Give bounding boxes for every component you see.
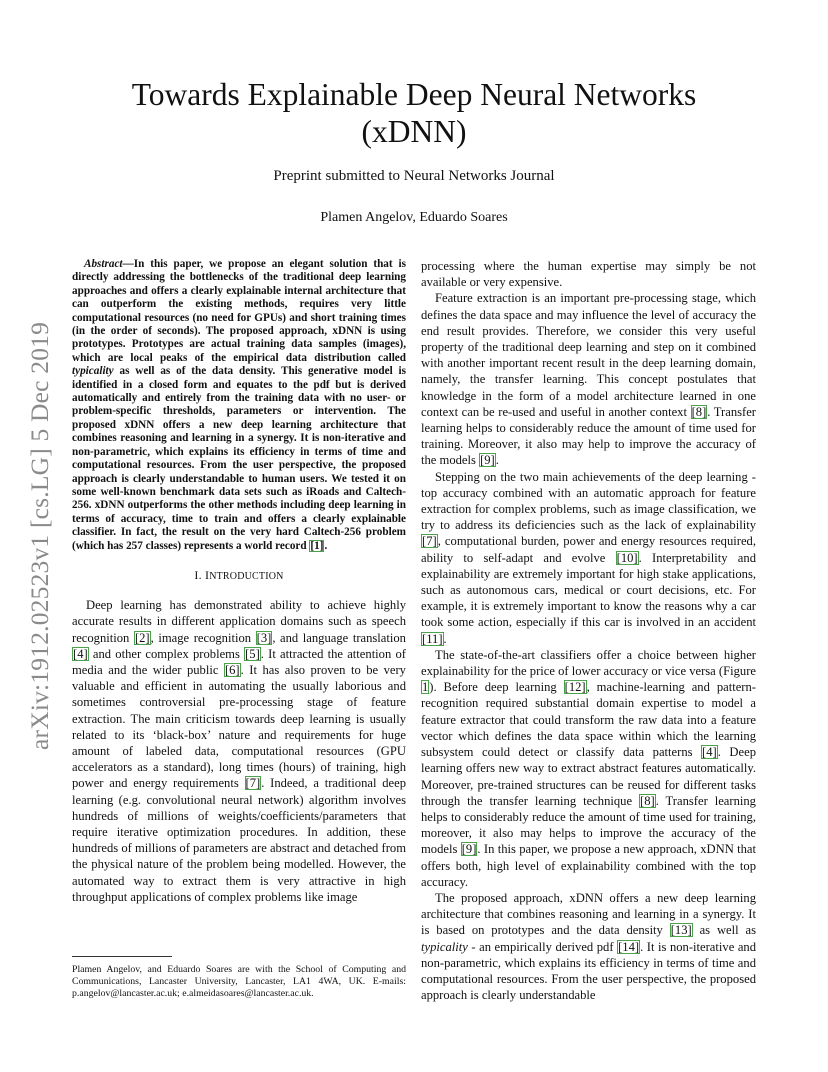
section-rest: NTRODUCTION (209, 570, 284, 582)
intro-text: . It attracted the attention of media and the wider public (72, 646, 406, 677)
section-number: I. (194, 567, 205, 582)
citation-link[interactable]: [4] (73, 646, 88, 661)
abstract-text-1: In this paper, we propose an elegant solution that is directly addressing the bottlenecks of the traditional deep learning approaches and offers a clearly explainable internal architecture that can outperform the existing methods, requires very little computational resources (no need for GPUs) and short training times (in the order of seconds). The proposed approach, xDNN is using prototypes. Prototypes are actual training data samples (images), which are local peaks of the empirical data distribution called (72, 258, 406, 364)
citation-link[interactable]: [9] (461, 842, 477, 857)
body-text: . Transfer learning helps to considerably reduce the amount of time used for training, moreover, it also may helps to improve the accuracy of the models (421, 793, 756, 857)
intro-text: , image recognition (150, 630, 256, 645)
citation-link[interactable]: [9] (480, 453, 495, 468)
paper-title (0, 76, 828, 150)
body-text: . (443, 631, 447, 646)
citation-link[interactable]: [7] (245, 776, 261, 791)
citation-link[interactable]: [6] (224, 662, 240, 677)
body-text: The proposed approach, xDNN offers a new deep learning architecture that combines reasoning and learning in a synergy. It is based on prototypes and the data density (421, 890, 756, 938)
right-paragraph-3 (421, 647, 756, 890)
body-text: , computational burden, power and energy resources required, ability to self-adapt and evolve (421, 534, 756, 565)
body-text: Stepping on the two main achievements of the deep learning - top accuracy combined with an automatic approach for feature extraction for complex problems, such as image classification, we try to address its deficiencies such as the lack of explainability (421, 469, 756, 533)
body-text: as well as (692, 923, 756, 938)
intro-paragraph (72, 597, 406, 905)
italic-term: typicality (421, 939, 468, 954)
arxiv-stamp (8, 270, 54, 750)
citation-link[interactable]: [7] (422, 534, 437, 549)
footnote: Plamen Angelov, and Eduardo Soares are with the School of Computing and Communications, Lancaster University, Lancaster, LA1 4WA, UK. E-mails: p.angelov@lancaster.ac.uk; e.almeidasoares@lancaster.ac.uk. (72, 964, 406, 999)
figure-link[interactable]: 1 (422, 680, 429, 695)
body-text: ). Before deep learning (429, 680, 564, 695)
body-text: . Deep learning offers new way to extract abstract features automatically. Moreover, pre-trained structures can be reused for different tasks through the transfer learning technique (421, 745, 756, 808)
body-text: . Interpretability and explainability are extremely important for high stake applications, such as autonomous cars, medical or court decisions, etc. For example, it is extremely important to know the reasons why a car took some action, especially if this car is involved in an accident (421, 550, 756, 630)
citation-link[interactable]: [14] (618, 939, 640, 954)
section-initial: I (204, 567, 210, 582)
citation-link[interactable]: [1] (310, 539, 324, 552)
body-text: Feature extraction is an important pre-processing stage, which defines the data space and may influence the level of accuracy the end result provides. Therefore, we consider this very useful property of the traditional deep learning and step on it combined with another important recent result in the deep learning domain, namely, the transfer learning. This concept postulates that knowledge in the form of a model architecture learned in one context can be re-used and useful in another context (421, 291, 756, 419)
citation-link[interactable]: [8] (640, 793, 655, 808)
citation-link[interactable]: [2] (134, 630, 150, 645)
body-text: , machine-learning and pattern-recognition required substantial domain expertise to model a feature extractor that could transform the raw data into a feature vector which defines the data space within which the learning subsystem could detect or classify data patterns (421, 680, 756, 760)
citation-link[interactable]: [5] (245, 646, 260, 661)
citation-link[interactable]: [12] (564, 680, 586, 695)
left-column (72, 258, 406, 905)
section-heading-introduction (72, 567, 406, 585)
citation-link[interactable]: [11] (422, 631, 443, 646)
right-paragraph-1 (421, 290, 756, 468)
abstract-italic-word: typicality (72, 365, 114, 378)
abstract-text-2: as well as of the data density. This generative model is identified in a closed form and equates to the pdf but is derived automatically and entirely from the training data with no user- or problem-specific thresholds, parameters or intervention. The proposed xDNN offers a new deep learning architecture that combines reasoning and learning in a synergy. It is non-iterative and non-parametric, which explains its efficiency in terms of time and computational resources. From the user perspective, the proposed approach is clearly understandable to human users. We tested it on some well-known benchmark data sets such as iRoads and Caltech-256. xDNN outperforms the other methods including deep learning in terms of accuracy, time to train and offers a clearly explainable classifier. In fact, the result on the very hard Caltech-256 problem (which has 257 classes) represents a world record (72, 365, 406, 552)
citation-link[interactable]: [3] (256, 630, 272, 645)
intro-text: and other complex problems (88, 646, 245, 661)
citation-link[interactable]: [13] (670, 923, 692, 938)
body-text: . In this paper, we propose a new approach, xDNN that offers both, high level of explainability combined with the top accuracy. (421, 842, 757, 889)
right-column (421, 258, 756, 1003)
title-line-2: (xDNN) (361, 114, 467, 149)
body-text: - an empirically derived pdf (467, 939, 618, 954)
abstract-lead: Abstract (84, 258, 123, 270)
intro-text: . Indeed, a traditional deep learning (e.g. convolutional neural network) algorithm involves hundreds of millions of weights/coefficients/parameters that require iterative optimization procedures. In addition, these hundreds of millions of parameters are abstract and detached from the physical nature of the problem being modelled. However, the automated way to extract them is very attractive in high throughput applications of complex problems like image (72, 776, 406, 904)
body-text: . It is non-iterative and non-parametric, which explains its efficiency in terms of time and computational resources. From the user perspective, the proposed approach is clearly understandable (421, 939, 757, 1003)
intro-text: , and language translation (272, 630, 406, 645)
citation-link[interactable]: [4] (702, 745, 717, 760)
abstract-end: . (324, 539, 328, 552)
body-text: . Transfer learning helps to considerably reduce the amount of time used for training. Moreover, it also may help to improve the accuracy of the models (421, 404, 757, 468)
intro-text: Deep learning has demonstrated ability to achieve highly accurate results in different application domains such as speech recognition (72, 598, 406, 645)
citation-link[interactable]: [10] (616, 550, 638, 565)
intro-text: . It has also proven to be very valuable and efficient in automating the usually laborious and sometimes controversial pre-processing stage of feature extraction. The main criticism towards deep learning is usually related to its ‘black-box’ nature and requirements for huge amount of labeled data, computational resources (GPU accelerators as a standard), long times (hours) of training, high power and energy requirements (72, 662, 406, 791)
arxiv-stamp-text: arXiv:1912.02523v1 [cs.LG] 5 Dec 2019 (25, 321, 54, 750)
right-paragraph-continued: processing where the human expertise may simply be not available or very expensive. (421, 259, 756, 290)
body-text: The state-of-the-art classifiers offer a choice between higher explainability for the price of lower accuracy or vice versa (Figure (421, 647, 756, 679)
footnote-rule (72, 956, 172, 957)
citation-link[interactable]: [8] (691, 404, 707, 419)
subtitle: Preprint submitted to Neural Networks Journal (273, 168, 555, 184)
body-text: . (495, 453, 499, 468)
right-paragraph-2 (421, 469, 756, 647)
right-paragraph-4 (421, 890, 756, 1003)
title-line-1: Towards Explainable Deep Neural Networks (131, 77, 697, 112)
authors: Plamen Angelov, Eduardo Soares (320, 210, 508, 225)
abstract-dash: — (122, 258, 134, 270)
abstract (72, 258, 406, 553)
